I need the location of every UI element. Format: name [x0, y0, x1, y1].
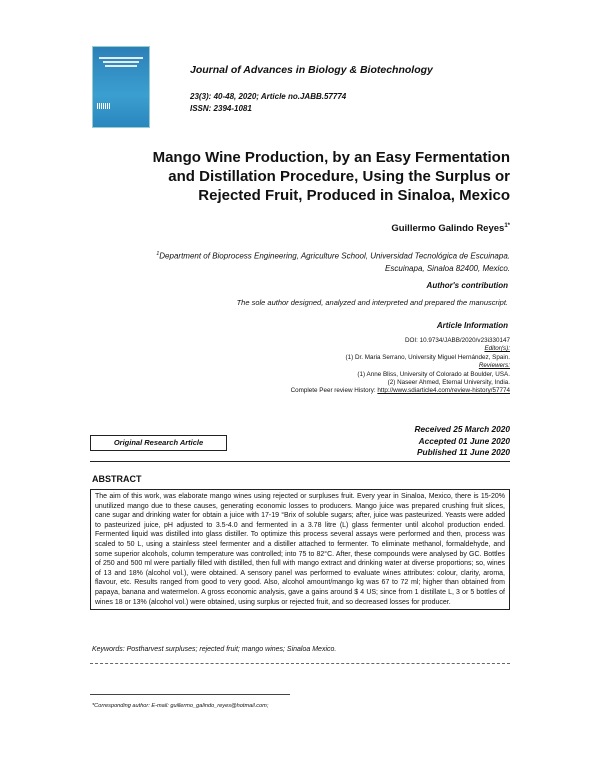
keywords: Keywords: Postharvest surpluses; rejected fruit; mango wines; Sinaloa Mexico.	[92, 646, 337, 653]
journal-meta	[190, 91, 346, 114]
editor-entry: (1) Dr. Maria Serrano, University Miguel Hernández, Spain.	[345, 353, 510, 361]
history-label: Complete Peer review History:	[290, 387, 378, 395]
title-line: Rejected Fruit, Produced in Sinaloa, Mexico	[198, 187, 510, 204]
article-title	[90, 148, 510, 205]
reviewer-entry: (1) Anne Bliss, University of Colorado at Boulder, USA.	[357, 370, 510, 378]
publication-dates	[300, 424, 510, 459]
published-date: Published 11 June 2020	[417, 447, 510, 457]
title-line: and Distillation Procedure, Using the Surplus or	[168, 168, 510, 185]
journal-name: Journal of Advances in Biology & Biotechnology	[190, 64, 433, 76]
issn: ISSN: 2394-1081	[190, 103, 252, 113]
divider	[90, 461, 510, 462]
citation: 23(3): 40-48, 2020; Article no.JABB.57774	[190, 92, 347, 101]
cover-title-band	[99, 57, 143, 59]
divider	[90, 663, 510, 664]
cover-title-band	[105, 65, 137, 67]
reviewers-label: Reviewers:	[478, 362, 510, 370]
received-date: Received 25 March 2020	[414, 424, 510, 434]
doi: DOI: 10.9734/JABB/2020/v23i330147	[404, 337, 510, 344]
review-history	[180, 387, 510, 395]
author-text: Guillermo Galindo Reyes	[391, 223, 505, 235]
editor-label: Editor(s):	[484, 345, 510, 353]
contribution-text: The sole author designed, analyzed and interpreted and prepared the manuscript.	[236, 298, 508, 307]
contribution-heading: Author's contribution	[426, 281, 508, 290]
cover-barcode	[97, 103, 111, 109]
review-history-link[interactable]: http://www.sdiarticle4.com/review-history/57774	[377, 387, 510, 395]
accepted-date: Accepted 01 June 2020	[418, 435, 510, 446]
corresponding-author: *Corresponding author: E-mail: guillermo_galindo_reyes@hotmail.com;	[92, 703, 269, 709]
title-line: Mango Wine Production, by an Easy Fermentation	[152, 149, 510, 166]
author-superscript: 1*	[504, 223, 510, 229]
abstract-body: The aim of this work, was elaborate mango wines using rejected or surpluses fruit. Every year in Sinaloa, Mexico, there is 15-20% unutilized mango due to these causes, generating economic losses to producers. Mango juice was prepared crushing fruit slices, cane sugar and drinking water for obtain a juice with 17-19 °Brix of soluble sugars; after, juice was pasteurized. Yeasts were added to pasteurized juice, pH adjusted to 3.5-4.0 and fermented in a 3.78 litre (L) glass fermenter until alcohol production ended. Fermented liquid was distilled into glass distiller. To optimize this process several assays were performed and then, process was scaled to 50 L, using a stainless steel fermenter and a distiller attached to fermenter. To eliminate methanol, formaldehyde, and some superior alcohols, column temperature was controlled; into 75 to 82°C. After, these compounds were analysed by GC. Bottles of 250 and 500 ml were partially filled with distilled, then full with mango extract and drinking water at diverse proportions; so, wines of 13 and 18% (alcohol vol.), were obtained. A sensory panel was performed to evaluate wines attributes: colour, clarity, aroma, flavour, etc. Results ranged from good to very good. Also, alcohol amount/mango kg was 67 to 72 ml; higher than obtained from papaya, banana and watermelon. A gross economic analysis, gave a gains around $ 4 US; since from 1 distillate L, 3 or 5 bottles of wines 18 or 13% (alcohol vol.) were obtained, using surplus or rejected fruit, and so decreased losses for producer.	[90, 489, 510, 610]
article-info-heading: Article Information	[436, 321, 508, 330]
author-name	[90, 223, 510, 234]
cover-title-band	[103, 61, 139, 63]
affil-line: Department of Bioprocess Engineering, Agriculture School, Universidad Tecnológica de Escuinapa.	[159, 251, 510, 261]
article-info	[180, 337, 510, 396]
footnote-divider	[90, 694, 290, 695]
affil-superscript: 1	[156, 251, 160, 257]
abstract-heading: ABSTRACT	[92, 474, 142, 484]
article-type-box: Original Research Article	[90, 435, 227, 451]
affil-line: Escuinapa, Sinaloa 82400, Mexico.	[385, 263, 510, 273]
reviewer-entry: (2) Naseer Ahmed, Eternal University, India.	[387, 379, 510, 387]
journal-cover-thumbnail	[93, 47, 149, 127]
affiliation	[90, 248, 510, 275]
